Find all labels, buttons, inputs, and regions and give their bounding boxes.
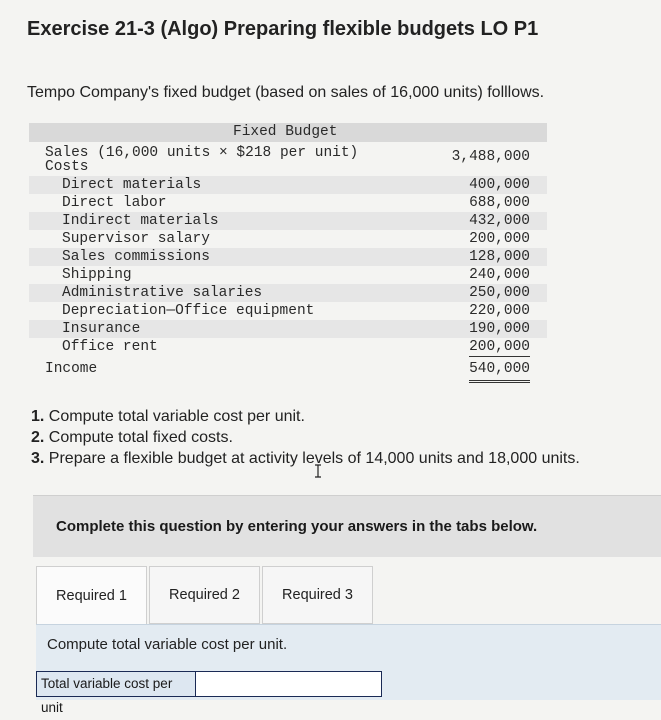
cost-row: [29, 320, 547, 338]
cost-label: Depreciation—Office equipment: [62, 303, 315, 319]
cost-value: 400,000: [469, 177, 530, 193]
cost-label: Direct materials: [62, 177, 202, 193]
question-2: 2. Compute total fixed costs.: [31, 429, 233, 446]
fixed-budget-table: [29, 123, 547, 382]
sales-label: Sales (16,000 units × $218 per unit): [45, 145, 359, 161]
cost-label: Sales commissions: [62, 249, 210, 265]
sales-value: 3,488,000: [451, 149, 530, 165]
question-3: 3. Prepare a flexible budget at activity levels of 14,000 units and 18,000 units.: [31, 450, 580, 467]
tab-required-2[interactable]: Required 2: [149, 566, 260, 624]
tab-required-1[interactable]: Required 1: [36, 566, 147, 624]
income-value: 540,000: [469, 359, 530, 383]
costs-heading-row: [29, 158, 547, 176]
question-list: [31, 406, 580, 469]
cost-row: [29, 176, 547, 194]
cost-label: Direct labor: [62, 195, 167, 211]
cost-row: [29, 284, 547, 302]
cost-value: 688,000: [469, 195, 530, 211]
cost-row: [29, 194, 547, 212]
question-1: 1. Compute total variable cost per unit.: [31, 408, 305, 425]
tab-required-3[interactable]: Required 3: [262, 566, 373, 624]
instruction-text: Complete this question by entering your answers in the tabs below.: [56, 518, 538, 535]
instruction-banner: [33, 495, 661, 557]
cost-value: 220,000: [469, 303, 530, 319]
cost-rows: [29, 176, 547, 356]
budget-header: [29, 123, 547, 142]
income-label: Income: [45, 361, 98, 377]
cost-row: [29, 302, 547, 320]
cost-row: [29, 212, 547, 230]
cost-label: Insurance: [62, 321, 141, 337]
cost-value: 190,000: [469, 321, 530, 337]
total-variable-cost-input[interactable]: [196, 672, 381, 696]
cost-row: [29, 266, 547, 284]
cost-row: [29, 338, 547, 356]
budget-header-label: Fixed Budget: [233, 124, 338, 140]
tab-prompt: Compute total variable cost per unit.: [47, 636, 288, 653]
cost-value: 200,000: [469, 339, 530, 355]
cost-label: Office rent: [62, 339, 158, 355]
cost-row: [29, 248, 547, 266]
cost-value: 200,000: [469, 231, 530, 247]
cost-label: Indirect materials: [62, 213, 219, 229]
answer-label: Total variable cost per unit: [37, 672, 196, 696]
text-cursor-icon: [312, 464, 324, 478]
cost-label: Supervisor salary: [62, 231, 210, 247]
exercise-title: Exercise 21-3 (Algo) Preparing flexible budgets LO P1: [27, 18, 539, 40]
cost-label: Administrative salaries: [62, 285, 263, 301]
cost-label: Shipping: [62, 267, 132, 283]
income-row: [29, 356, 547, 382]
cost-value: 128,000: [469, 249, 530, 265]
cost-value: 250,000: [469, 285, 530, 301]
answer-row: [36, 671, 382, 715]
cost-row: [29, 230, 547, 248]
cost-value: 240,000: [469, 267, 530, 283]
cost-value: 432,000: [469, 213, 530, 229]
costs-label: Costs: [45, 159, 89, 175]
intro-text: Tempo Company's fixed budget (based on sales of 16,000 units) folllows.: [27, 84, 545, 101]
